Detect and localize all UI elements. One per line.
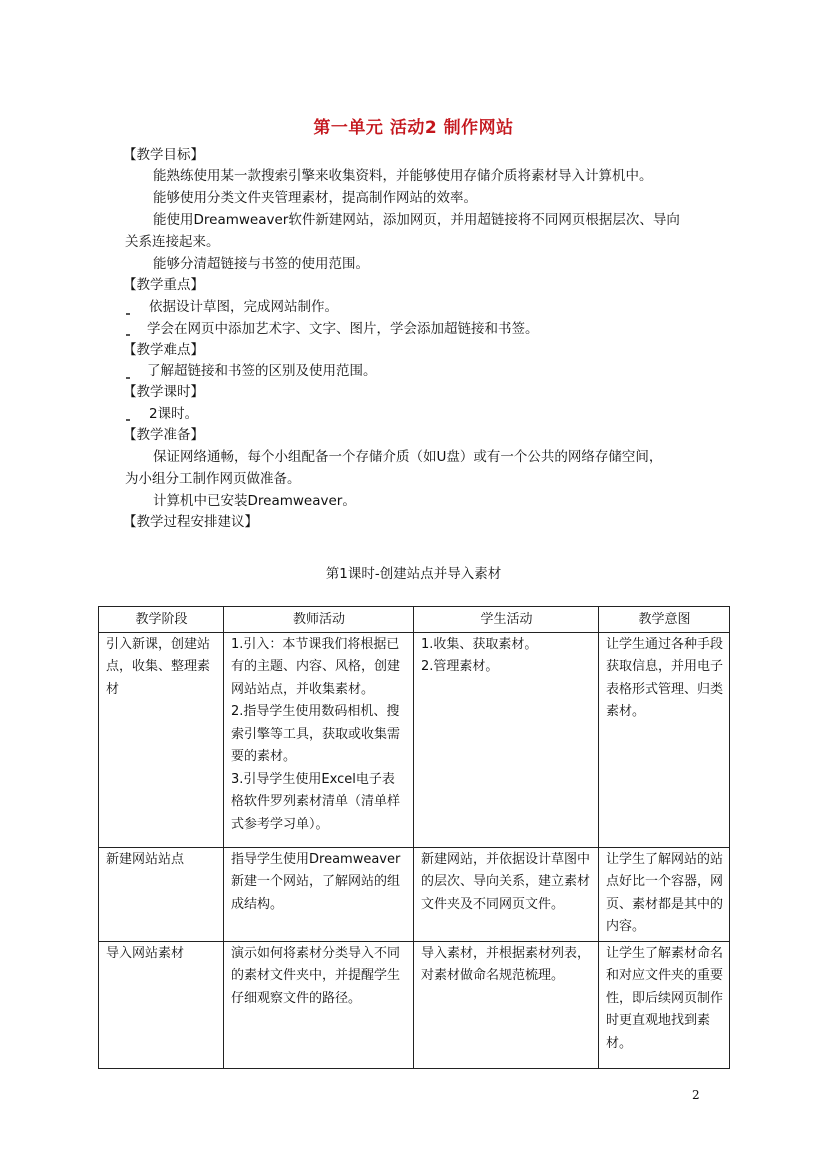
- table-header-row: [99, 607, 730, 633]
- preparation-heading: 【教学准备】: [123, 427, 204, 443]
- preparation-item-continued: 为小组分工制作网页做准备。: [125, 471, 301, 487]
- teacher-step: 3.引导学生使用Excel电子表格软件罗列素材清单（清单样式参考学习单）。: [231, 771, 401, 832]
- bullet-mark: [126, 419, 130, 421]
- bullet-mark: [126, 377, 130, 379]
- column-header-intent: 教学意图: [599, 607, 730, 633]
- teacher-activity-cell: [224, 632, 414, 847]
- teacher-step: 1.引入：本节课我们将根据已有的主题、内容、风格，创建网站站点，并收集素材。: [231, 636, 401, 697]
- student-step: 2.管理素材。: [421, 659, 499, 674]
- student-activity-cell: 新建网站，并依据设计草图中的层次、导向关系，建立素材文件夹及不同网页文件。: [414, 847, 599, 941]
- preparation-item: 计算机中已安装Dreamweaver。: [153, 493, 356, 509]
- teacher-activity-cell: 指导学生使用Dreamweaver新建一个网站，了解网站的组成结构。: [224, 847, 414, 941]
- table-row: [99, 941, 730, 1068]
- stage-cell: 引入新课，创建站点，收集、整理素材: [99, 632, 224, 847]
- column-header-teacher: 教师活动: [224, 607, 414, 633]
- bullet-mark: [126, 313, 130, 315]
- student-activity-cell: 导入素材，并根据素材列表，对素材做命名规范梳理。: [414, 941, 599, 1068]
- column-header-stage: 教学阶段: [99, 607, 224, 633]
- lesson-plan-table: [98, 606, 730, 1069]
- key-point-item: 依据设计草图，完成网站制作。: [149, 299, 338, 315]
- teacher-activity-cell: 演示如何将素材分类导入不同的素材文件夹中，并提醒学生仔细观察文件的路径。: [224, 941, 414, 1068]
- key-points-heading: 【教学重点】: [123, 277, 204, 293]
- column-header-student: 学生活动: [414, 607, 599, 633]
- objective-item: 能够分清超链接与书签的使用范围。: [153, 256, 369, 272]
- intent-cell: 让学生通过各种手段获取信息，并用电子表格形式管理、归类素材。: [599, 632, 730, 847]
- table-row: [99, 847, 730, 941]
- objective-item-continued: 关系连接起来。: [125, 234, 220, 250]
- difficulties-heading: 【教学难点】: [123, 342, 204, 358]
- key-point-item: 学会在网页中添加艺术字、文字、图片，学会添加超链接和书签。: [147, 321, 539, 337]
- lesson-caption: 第1课时-创建站点并导入素材: [325, 566, 502, 582]
- stage-cell: 新建网站站点: [99, 847, 224, 941]
- intent-cell: 让学生了解素材命名和对应文件夹的重要性，即后续网页制作时更直观地找到素材。: [599, 941, 730, 1068]
- objective-item: 能熟练使用某一款搜索引擎来收集资料，并能够使用存储介质将素材导入计算机中。: [153, 168, 653, 184]
- objectives-heading: 【教学目标】: [123, 147, 204, 163]
- hours-item: 2课时。: [149, 406, 199, 422]
- process-heading: 【教学过程安排建议】: [123, 514, 258, 530]
- bullet-mark: [126, 334, 130, 336]
- objective-item: 能使用Dreamweaver软件新建网站，添加网页，并用超链接将不同网页根据层次、导向: [153, 212, 680, 228]
- student-activity-cell: [414, 632, 599, 847]
- table-row: [99, 632, 730, 847]
- hours-heading: 【教学课时】: [123, 384, 204, 400]
- page-number: 2: [692, 1088, 700, 1102]
- document-title: 第一单元 活动2 制作网站: [313, 118, 514, 138]
- intent-cell: 让学生了解网站的站点好比一个容器，网页、素材都是其中的内容。: [599, 847, 730, 941]
- student-step: 1.收集、获取素材。: [421, 636, 538, 652]
- objective-item: 能够使用分类文件夹管理素材，提高制作网站的效率。: [153, 190, 477, 206]
- teacher-step: 2.指导学生使用数码相机、搜索引擎等工具，获取或收集需要的素材。: [231, 704, 401, 764]
- stage-cell: 导入网站素材: [99, 941, 224, 1068]
- difficulty-item: 了解超链接和书签的区别及使用范围。: [147, 363, 377, 379]
- preparation-item: 保证网络通畅，每个小组配备一个存储介质（如U盘）或有一个公共的网络存储空间，: [153, 449, 663, 465]
